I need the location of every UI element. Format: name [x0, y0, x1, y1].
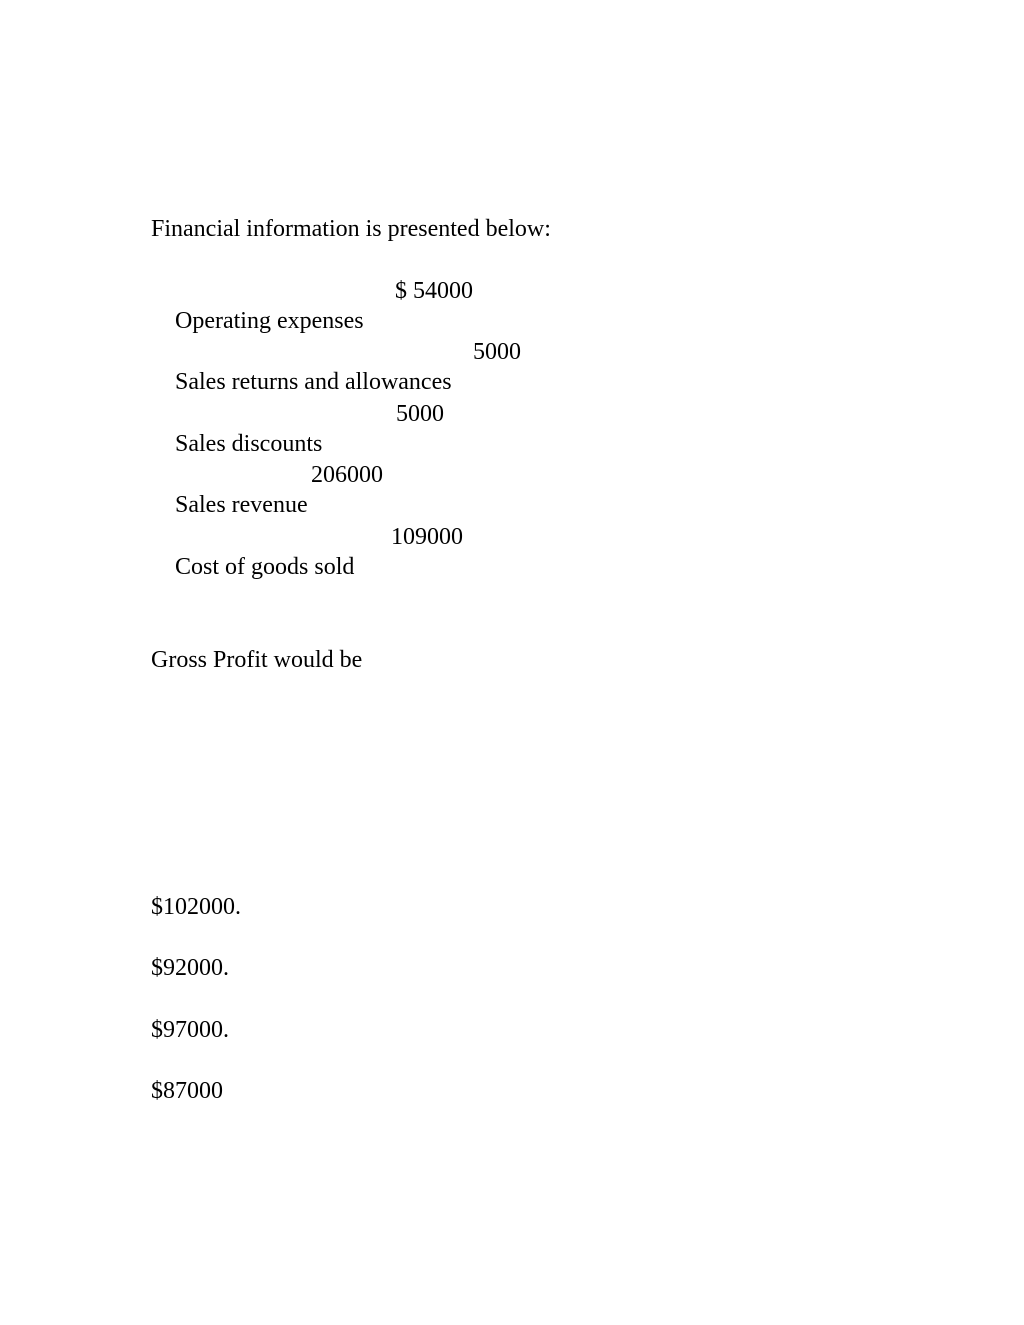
item-amount: $ 54000	[395, 278, 473, 304]
answer-choice: $102000.	[151, 894, 241, 920]
item-label: Sales returns and allowances	[175, 369, 452, 395]
item-amount: 109000	[391, 524, 463, 550]
question-prompt: Gross Profit would be	[151, 647, 363, 673]
answer-choice: $97000.	[151, 1017, 229, 1043]
item-label: Sales revenue	[175, 492, 308, 518]
item-amount: 5000	[396, 401, 444, 427]
item-label: Sales discounts	[175, 431, 323, 457]
question-intro: Financial information is presented below:	[151, 216, 551, 242]
answer-choice: $87000	[151, 1078, 223, 1104]
item-label: Operating expenses	[175, 308, 364, 334]
item-amount: 5000	[473, 339, 521, 365]
item-label: Cost of goods sold	[175, 554, 355, 580]
item-cost-of-goods-sold	[151, 522, 463, 612]
answer-choice: $92000.	[151, 955, 229, 981]
item-amount: 206000	[311, 462, 383, 488]
